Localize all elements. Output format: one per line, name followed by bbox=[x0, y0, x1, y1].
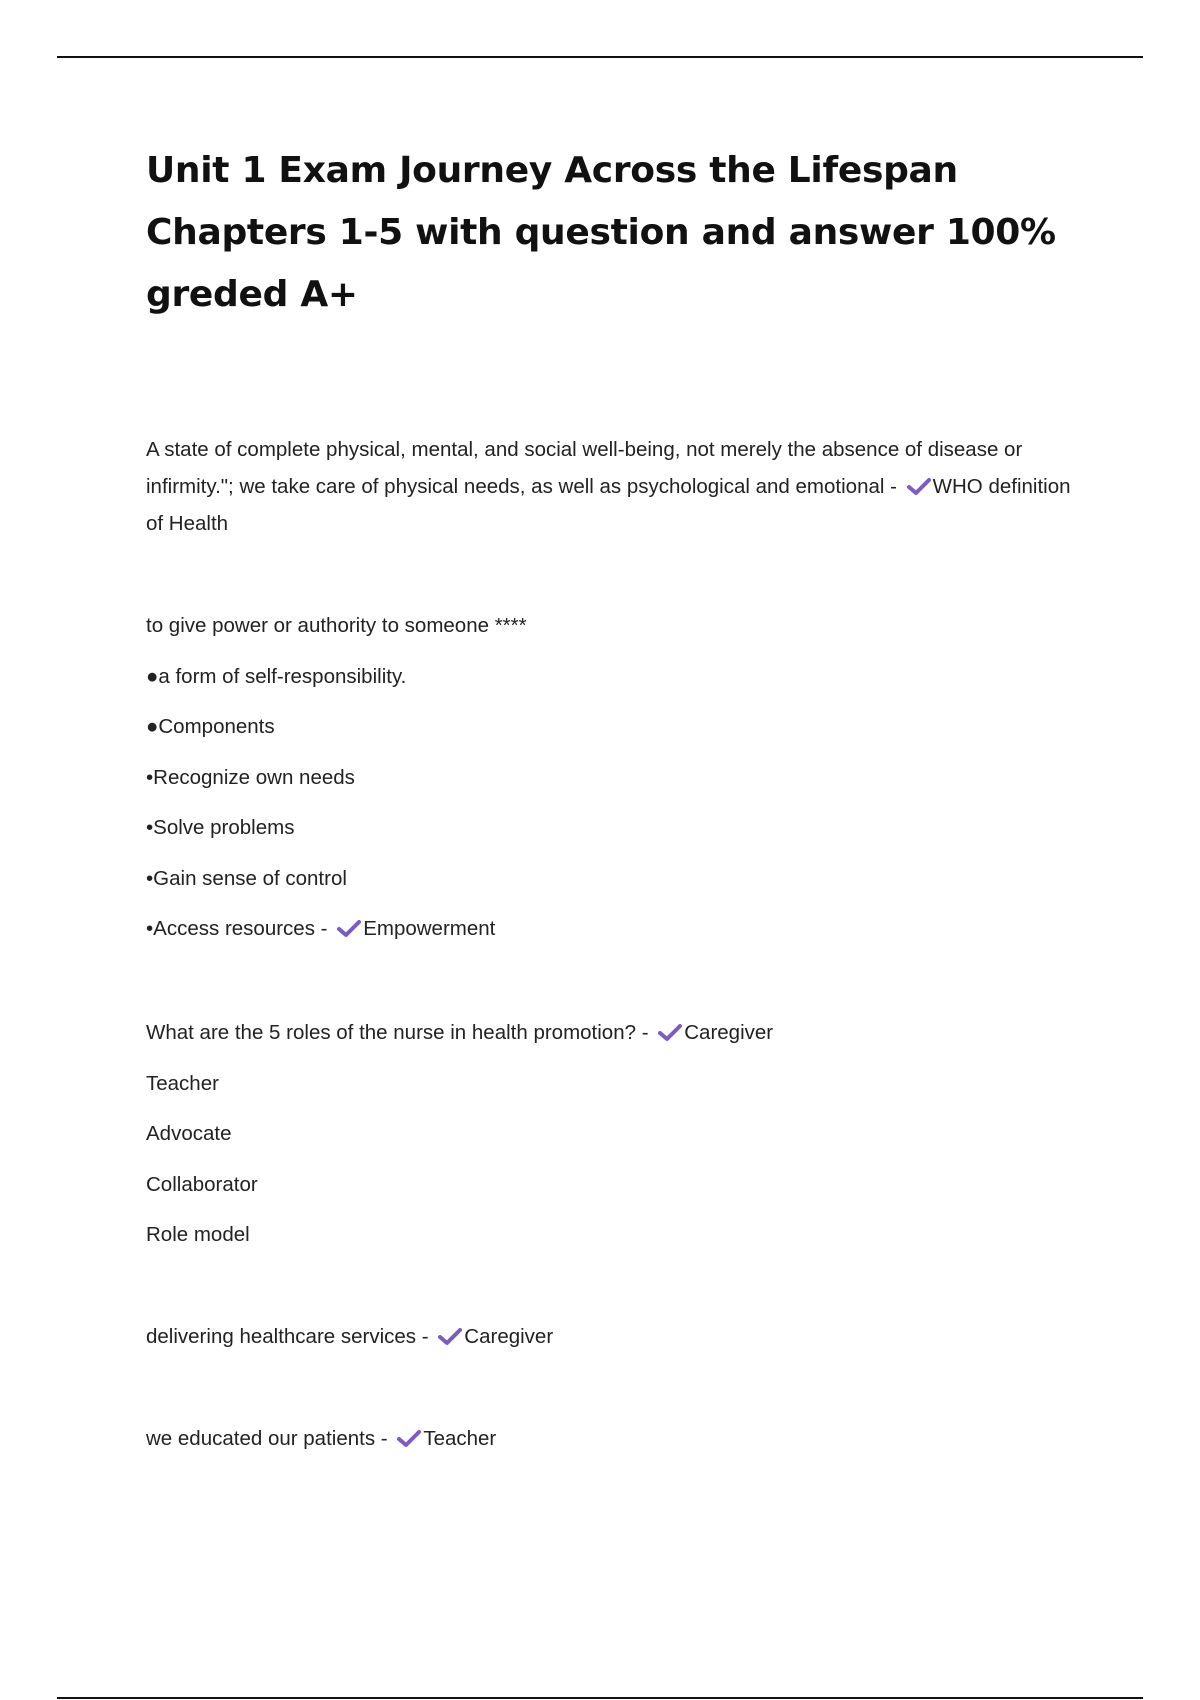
bottom-rule bbox=[57, 1697, 1143, 1699]
answer-line: Teacher bbox=[146, 1071, 219, 1095]
question-line: •Solve problems bbox=[146, 816, 295, 839]
document-body bbox=[146, 140, 1086, 1457]
question-line: •Gain sense of control bbox=[146, 866, 347, 890]
question-text: delivering healthcare services - bbox=[146, 1325, 429, 1348]
answer-text: Caregiver bbox=[464, 1325, 554, 1348]
qa-item-nurse-roles bbox=[146, 1015, 1086, 1253]
question-text: What are the 5 roles of the nurse in health promotion? - bbox=[146, 1021, 649, 1044]
answer-line: Role model bbox=[146, 1223, 250, 1246]
checkmark-icon bbox=[397, 1430, 421, 1448]
question-line: •Recognize own needs bbox=[146, 765, 355, 789]
qa-item-who-health bbox=[146, 431, 1086, 542]
document-title: Unit 1 Exam Journey Across the Lifespan Chapters 1-5 with question and answer 100% greded A+ bbox=[146, 150, 1056, 315]
qa-item-teacher bbox=[146, 1421, 1086, 1457]
answer-line: Advocate bbox=[146, 1122, 232, 1145]
checkmark-icon bbox=[438, 1328, 462, 1346]
answer-line: Collaborator bbox=[146, 1172, 258, 1196]
checkmark-icon bbox=[337, 920, 361, 938]
top-rule bbox=[57, 56, 1143, 58]
answer-text: Empowerment bbox=[363, 917, 496, 940]
question-line: to give power or authority to someone **** bbox=[146, 614, 527, 637]
question-line: •Access resources - bbox=[146, 917, 328, 940]
qa-item-caregiver bbox=[146, 1319, 1086, 1355]
question-line: ●Components bbox=[146, 715, 275, 738]
answer-text: Teacher bbox=[423, 1427, 497, 1450]
question-line: ●a form of self-responsibility. bbox=[146, 664, 407, 688]
question-text: we educated our patients - bbox=[146, 1427, 388, 1450]
checkmark-icon bbox=[658, 1024, 682, 1042]
answer-line: Caregiver bbox=[684, 1021, 774, 1044]
qa-item-empowerment bbox=[146, 608, 1086, 947]
checkmark-icon bbox=[907, 478, 931, 496]
question-text: A state of complete physical, mental, and social well-being, not merely the absence of disease or infirmity."; we take care of physical needs, as well as psychological and emotional - bbox=[146, 438, 1023, 498]
answer-text: WHO definition of Health bbox=[146, 475, 1071, 535]
